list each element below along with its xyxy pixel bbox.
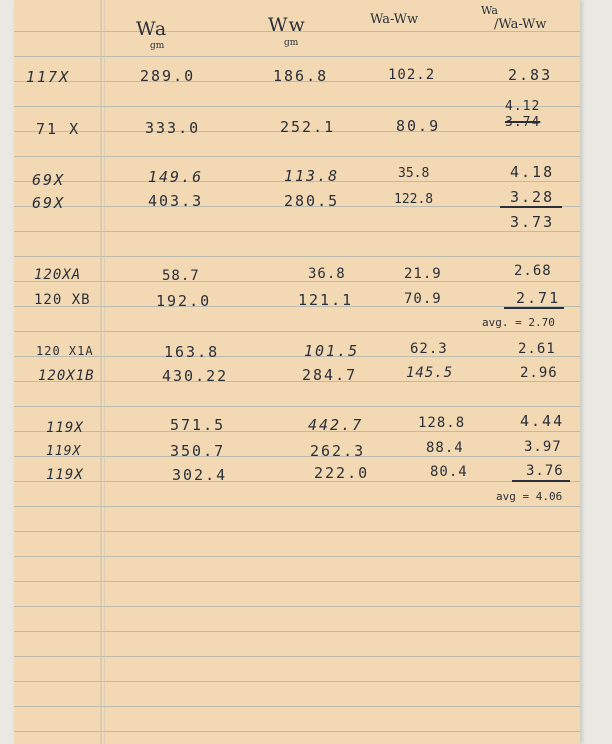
- ratio-value: 2.68: [514, 263, 552, 279]
- ww-value: 442.7: [308, 416, 364, 434]
- group69-average: 3.73: [510, 213, 555, 231]
- margin-line: [100, 0, 102, 744]
- wa-value: 149.6: [148, 168, 204, 186]
- sample-label: 120X1B: [38, 368, 95, 384]
- notebook-page: [14, 0, 580, 744]
- diff-value: 88.4: [426, 440, 464, 456]
- ratio-value: 4.18: [510, 163, 555, 181]
- ww-value: 284.7: [302, 366, 358, 384]
- ratio-struck-value: 3.74: [505, 115, 541, 130]
- header-ratio-num: Wa: [481, 4, 498, 17]
- sample-label: 69X: [32, 194, 66, 212]
- ratio-value: 3.97: [524, 439, 562, 455]
- ratio-value: 2.71: [516, 289, 561, 307]
- diff-value: 145.5: [406, 365, 454, 381]
- header-ratio-den: /Wa-Ww: [494, 17, 547, 32]
- wa-value: 403.3: [148, 192, 204, 210]
- group120-average: avg. = 2.70: [482, 316, 555, 329]
- sample-label: 69X: [32, 171, 66, 189]
- wa-value: 350.7: [170, 442, 226, 460]
- wa-value: 571.5: [170, 416, 226, 434]
- diff-value: 35.8: [398, 166, 430, 181]
- ratio-value: 2.83: [508, 66, 553, 84]
- margin-line-inner: [104, 0, 105, 744]
- diff-value: 80.9: [396, 117, 441, 135]
- sum-underline: [504, 307, 564, 309]
- sample-label: 120XA: [34, 267, 82, 283]
- ww-value: 186.8: [273, 67, 329, 85]
- diff-value: 128.8: [418, 415, 466, 431]
- header-ww-unit: gm: [284, 38, 299, 48]
- diff-value: 70.9: [404, 291, 442, 307]
- sample-label: 120 X1A: [36, 344, 94, 358]
- sample-label: 119X: [46, 467, 84, 483]
- ratio-value: 4.44: [520, 412, 565, 430]
- wa-value: 58.7: [162, 268, 200, 284]
- wa-value: 163.8: [164, 343, 220, 361]
- ww-value: 121.1: [298, 291, 354, 309]
- diff-value: 21.9: [404, 266, 442, 282]
- sum-underline: [512, 480, 570, 482]
- sample-label: 120 XB: [34, 292, 91, 308]
- wa-value: 333.0: [145, 119, 201, 137]
- wa-value: 289.0: [140, 67, 196, 85]
- diff-value: 62.3: [410, 341, 448, 357]
- header-diff: Wa-Ww: [370, 12, 419, 27]
- ww-value: 252.1: [280, 118, 336, 136]
- sample-label: 71 X: [36, 120, 81, 138]
- header-ww: Ww: [268, 14, 306, 36]
- ratio-value: 3.28: [510, 188, 555, 206]
- ww-value: 36.8: [308, 266, 346, 282]
- ratio-value: 2.61: [518, 341, 556, 357]
- diff-value: 80.4: [430, 464, 468, 480]
- group119-average: avg = 4.06: [496, 490, 563, 503]
- ww-value: 101.5: [304, 342, 360, 360]
- diff-value: 122.8: [394, 192, 434, 207]
- ww-value: 222.0: [314, 464, 370, 482]
- ratio-value: 3.76: [526, 463, 564, 479]
- sample-label: 119X: [46, 420, 84, 436]
- wa-value: 430.22: [162, 367, 229, 385]
- header-wa-unit: gm: [150, 41, 165, 51]
- header-wa: Wa: [136, 18, 168, 40]
- diff-value: 102.2: [388, 67, 436, 83]
- ratio-value: 2.96: [520, 365, 558, 381]
- ww-value: 280.5: [284, 192, 340, 210]
- ratio-value: 4.12: [505, 99, 541, 114]
- sample-label: 117X: [26, 68, 71, 86]
- wa-value: 302.4: [172, 466, 228, 484]
- sample-label: 119X: [46, 444, 82, 459]
- ww-value: 113.8: [284, 167, 340, 185]
- ww-value: 262.3: [310, 442, 366, 460]
- sum-underline: [500, 206, 562, 208]
- wa-value: 192.0: [156, 292, 212, 310]
